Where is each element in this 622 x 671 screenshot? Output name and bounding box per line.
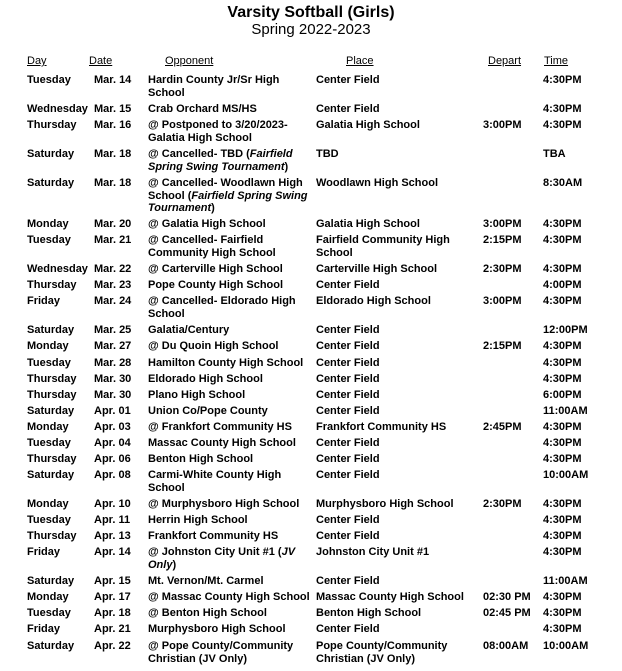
place-cell: Center Field	[316, 74, 380, 86]
date-cell: Mar. 15	[94, 103, 132, 115]
column-header-time: Time	[544, 55, 569, 67]
date-cell: Apr. 15	[94, 575, 131, 587]
time-cell: 11:00AM	[543, 405, 588, 417]
place-cell: Pope County/Community Christian (JV Only)	[316, 640, 448, 665]
date-cell: Apr. 18	[94, 607, 131, 619]
day-cell: Thursday	[27, 279, 77, 291]
time-cell: 4:30PM	[543, 295, 582, 307]
place-cell: Frankfort Community HS	[316, 421, 447, 433]
column-header-date: Date	[89, 55, 113, 67]
day-cell: Monday	[27, 498, 69, 510]
opponent-cell: @ Pope County/Community Christian (JV Only)	[148, 640, 294, 665]
time-cell: 4:30PM	[543, 546, 582, 558]
opponent-cell: Carmi-White County High School	[148, 469, 282, 494]
opponent-cell: Hamilton County High School	[148, 357, 304, 369]
date-cell: Apr. 06	[94, 453, 131, 465]
opponent-cell: Mt. Vernon/Mt. Carmel	[148, 575, 264, 587]
day-cell: Wednesday	[27, 103, 88, 115]
place-cell: Galatia High School	[316, 218, 420, 230]
day-cell: Friday	[27, 623, 61, 635]
opponent-note: Fairfield Spring Swing Tournament	[148, 148, 293, 173]
place-cell: Benton High School	[316, 607, 422, 619]
depart-cell: 3:00PM	[483, 119, 522, 131]
time-cell: 4:00PM	[543, 279, 582, 291]
opponent-cell: Massac County High School	[148, 437, 296, 449]
opponent-cell: @ Cancelled- Eldorado High School	[148, 295, 296, 320]
opponent-cell: Frankfort Community HS	[148, 530, 279, 542]
place-cell: Center Field	[316, 623, 380, 635]
depart-cell: 3:00PM	[483, 295, 522, 307]
day-cell: Thursday	[27, 373, 77, 385]
opponent-cell: @ Cancelled- Woodlawn High School (Fairfield Spring Swing Tournament)	[148, 177, 308, 214]
date-cell: Mar. 24	[94, 295, 132, 307]
date-cell: Mar. 18	[94, 177, 132, 189]
place-cell: Center Field	[316, 103, 380, 115]
opponent-cell: Galatia/Century	[148, 324, 230, 336]
time-cell: 4:30PM	[543, 514, 582, 526]
day-cell: Monday	[27, 421, 69, 433]
place-cell: Center Field	[316, 389, 380, 401]
day-cell: Saturday	[27, 575, 75, 587]
opponent-cell: @ Benton High School	[148, 607, 267, 619]
place-cell: Center Field	[316, 373, 380, 385]
date-cell: Apr. 01	[94, 405, 131, 417]
day-cell: Tuesday	[27, 514, 71, 526]
opponent-cell: @ Johnston City Unit #1 (JV Only)	[148, 546, 296, 571]
place-cell: Center Field	[316, 357, 380, 369]
date-cell: Mar. 16	[94, 119, 132, 131]
opponent-note: Fairfield Spring Swing Tournament	[148, 189, 308, 214]
opponent-cell: Eldorado High School	[148, 373, 263, 385]
place-cell: TBD	[316, 148, 339, 160]
day-cell: Thursday	[27, 389, 77, 401]
time-cell: 4:30PM	[543, 453, 582, 465]
place-cell: Carterville High School	[316, 263, 438, 275]
day-cell: Friday	[27, 295, 61, 307]
time-cell: 4:30PM	[543, 263, 582, 275]
day-cell: Saturday	[27, 405, 75, 417]
date-cell: Apr. 10	[94, 498, 131, 510]
time-cell: 12:00PM	[543, 324, 588, 336]
depart-cell: 2:15PM	[483, 340, 522, 352]
opponent-cell: Union Co/Pope County	[148, 405, 268, 417]
depart-cell: 08:00AM	[483, 640, 529, 652]
place-cell: Center Field	[316, 469, 380, 481]
depart-cell: 02:45 PM	[483, 607, 531, 619]
opponent-cell: Herrin High School	[148, 514, 248, 526]
time-cell: 4:30PM	[543, 234, 582, 246]
time-cell: 4:30PM	[543, 437, 582, 449]
date-cell: Mar. 28	[94, 357, 132, 369]
time-cell: 11:00AM	[543, 575, 588, 587]
time-cell: 4:30PM	[543, 218, 582, 230]
day-cell: Tuesday	[27, 74, 71, 86]
opponent-cell: @ Frankfort Community HS	[148, 421, 292, 433]
place-cell: Center Field	[316, 279, 380, 291]
day-cell: Tuesday	[27, 437, 71, 449]
place-cell: Massac County High School	[316, 591, 464, 603]
date-cell: Mar. 30	[94, 373, 132, 385]
date-cell: Apr. 08	[94, 469, 131, 481]
opponent-cell: @ Du Quoin High School	[148, 340, 279, 352]
date-cell: Mar. 22	[94, 263, 132, 275]
day-cell: Tuesday	[27, 607, 71, 619]
date-cell: Mar. 14	[94, 74, 132, 86]
date-cell: Mar. 23	[94, 279, 132, 291]
depart-cell: 3:00PM	[483, 218, 522, 230]
time-cell: 4:30PM	[543, 119, 582, 131]
opponent-note: JV Only	[148, 546, 296, 571]
place-cell: Center Field	[316, 405, 380, 417]
schedule-title: Varsity Softball (Girls)	[227, 4, 395, 21]
day-cell: Saturday	[27, 640, 75, 652]
schedule-subtitle: Spring 2022-2023	[251, 21, 371, 38]
opponent-cell: @ Galatia High School	[148, 218, 266, 230]
date-cell: Apr. 17	[94, 591, 131, 603]
day-cell: Saturday	[27, 469, 75, 481]
time-cell: 10:00AM	[543, 469, 589, 481]
time-cell: 4:30PM	[543, 103, 582, 115]
day-cell: Saturday	[27, 177, 75, 189]
opponent-cell: Benton High School	[148, 453, 254, 465]
day-cell: Monday	[27, 218, 69, 230]
date-cell: Mar. 27	[94, 340, 132, 352]
time-cell: 4:30PM	[543, 498, 582, 510]
place-cell: Center Field	[316, 453, 380, 465]
time-cell: TBA	[543, 148, 566, 160]
day-cell: Thursday	[27, 453, 77, 465]
time-cell: 6:00PM	[543, 389, 582, 401]
date-cell: Apr. 11	[94, 514, 131, 526]
date-cell: Apr. 22	[94, 640, 131, 652]
opponent-cell: Hardin County Jr/Sr High School	[148, 74, 280, 99]
day-cell: Monday	[27, 340, 69, 352]
place-cell: Center Field	[316, 530, 380, 542]
opponent-cell: Murphysboro High School	[148, 623, 286, 635]
column-header-day: Day	[27, 55, 47, 67]
time-cell: 4:30PM	[543, 530, 582, 542]
column-header-opponent: Opponent	[165, 55, 214, 67]
date-cell: Mar. 30	[94, 389, 132, 401]
opponent-cell: Pope County High School	[148, 279, 284, 291]
place-cell: Galatia High School	[316, 119, 420, 131]
depart-cell: 2:45PM	[483, 421, 522, 433]
place-cell: Fairfield Community High School	[316, 234, 450, 259]
opponent-cell: @ Postponed to 3/20/2023- Galatia High School	[148, 119, 288, 144]
place-cell: Center Field	[316, 437, 380, 449]
day-cell: Thursday	[27, 530, 77, 542]
date-cell: Apr. 04	[94, 437, 131, 449]
day-cell: Thursday	[27, 119, 77, 131]
place-cell: Eldorado High School	[316, 295, 431, 307]
time-cell: 4:30PM	[543, 591, 582, 603]
day-cell: Saturday	[27, 324, 75, 336]
depart-cell: 2:30PM	[483, 498, 522, 510]
depart-cell: 2:15PM	[483, 234, 522, 246]
opponent-cell: @ Cancelled- TBD (Fairfield Spring Swing Tournament)	[148, 148, 293, 173]
day-cell: Monday	[27, 591, 69, 603]
place-cell: Center Field	[316, 514, 380, 526]
depart-cell: 02:30 PM	[483, 591, 531, 603]
date-cell: Apr. 14	[94, 546, 131, 558]
place-cell: Center Field	[316, 340, 380, 352]
opponent-cell: Crab Orchard MS/HS	[148, 103, 257, 115]
opponent-cell: @ Carterville High School	[148, 263, 283, 275]
date-cell: Mar. 20	[94, 218, 132, 230]
place-cell: Center Field	[316, 575, 380, 587]
place-cell: Johnston City Unit #1	[316, 546, 430, 558]
day-cell: Wednesday	[27, 263, 88, 275]
date-cell: Mar. 25	[94, 324, 132, 336]
opponent-cell: @ Murphysboro High School	[148, 498, 300, 510]
time-cell: 4:30PM	[543, 340, 582, 352]
time-cell: 4:30PM	[543, 74, 582, 86]
day-cell: Tuesday	[27, 234, 71, 246]
opponent-cell: @ Cancelled- Fairfield Community High School	[148, 234, 276, 259]
day-cell: Saturday	[27, 148, 75, 160]
date-cell: Apr. 13	[94, 530, 131, 542]
opponent-cell: @ Massac County High School	[148, 591, 310, 603]
time-cell: 4:30PM	[543, 357, 582, 369]
time-cell: 4:30PM	[543, 373, 582, 385]
date-cell: Apr. 03	[94, 421, 131, 433]
time-cell: 10:00AM	[543, 640, 589, 652]
time-cell: 4:30PM	[543, 607, 582, 619]
column-header-depart: Depart	[488, 55, 522, 67]
day-cell: Friday	[27, 546, 61, 558]
place-cell: Woodlawn High School	[316, 177, 439, 189]
day-cell: Tuesday	[27, 357, 71, 369]
opponent-cell: Plano High School	[148, 389, 246, 401]
column-header-place: Place	[346, 55, 374, 67]
depart-cell: 2:30PM	[483, 263, 522, 275]
date-cell: Mar. 18	[94, 148, 132, 160]
place-cell: Center Field	[316, 324, 380, 336]
time-cell: 4:30PM	[543, 421, 582, 433]
date-cell: Mar. 21	[94, 234, 132, 246]
date-cell: Apr. 21	[94, 623, 131, 635]
time-cell: 8:30AM	[543, 177, 583, 189]
time-cell: 4:30PM	[543, 623, 582, 635]
place-cell: Murphysboro High School	[316, 498, 454, 510]
